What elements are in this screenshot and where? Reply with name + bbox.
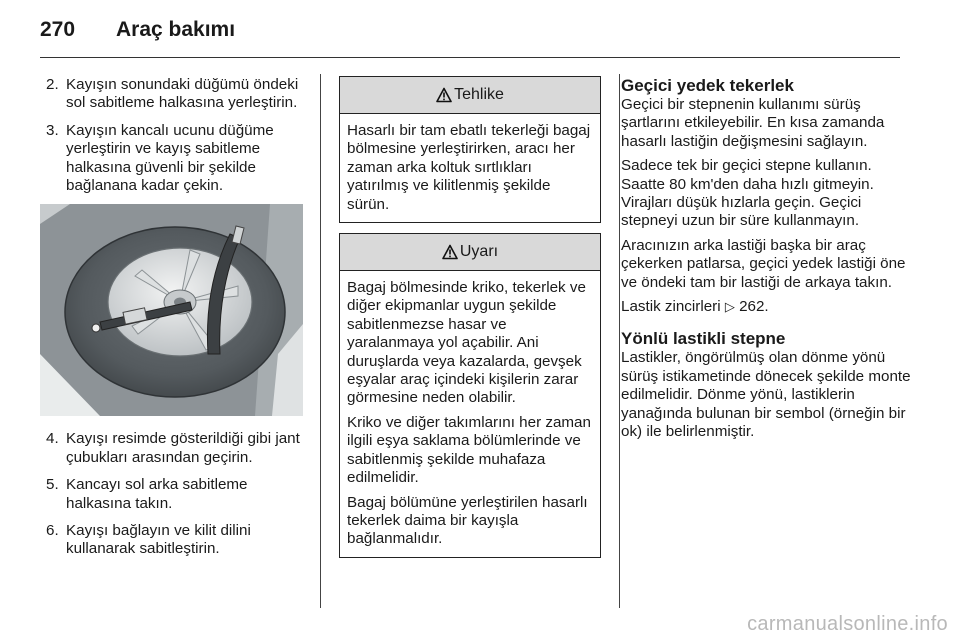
warning-triangle-icon xyxy=(442,244,458,260)
warning-text: Bagaj bölmesinde kriko, tekerlek ve diğer ekipmanlar uygun şekilde sabitlenmezse hasar ve yaralanmaya yol açabilir. Ani duruşlarda veya kazalarda, gevşek eşyalar araç içindeki kişilerin zarar görmesine neden olabilir. xyxy=(347,279,586,407)
danger-box-header xyxy=(340,77,600,114)
column-divider-right xyxy=(619,74,620,608)
cross-reference[interactable] xyxy=(621,298,911,316)
spare-wheel-illustration-graphic xyxy=(40,204,303,416)
warning-box-body xyxy=(340,271,600,557)
list-item: 3. Kayışın kancalı ucunu düğüme yerleştirin ve kayış sabitleme halkasına güvenli bir şekilde bağlanana kadar çekin. xyxy=(46,121,274,195)
danger-heading: Tehlike xyxy=(454,85,504,103)
watermark: carmanualsonline.info xyxy=(747,613,948,635)
danger-text: Hasarlı bir tam ebatlı tekerleği bagaj bölmesine yerleştirirken, aracı her zaman arka koltuk sırtlıkları yatırılmış ve kilitlenmiş şekilde sürün. xyxy=(347,122,591,213)
warning-text: Bagaj bölümüne yerleştirilen hasarlı tekerlek daima bir kayışla bağlanmalıdır. xyxy=(347,493,588,548)
warning-box xyxy=(339,233,601,558)
list-item: 2. Kayışın sonundaki düğümü öndeki sol sabitleme halkasına yerleştirin. xyxy=(46,76,299,112)
section-title: Geçici yedek tekerlek xyxy=(621,76,794,95)
reference-arrow-icon: ▷ xyxy=(724,299,735,315)
right-column xyxy=(621,76,911,448)
steps-list-top xyxy=(40,76,304,195)
page-header xyxy=(40,18,920,58)
danger-box xyxy=(339,76,601,223)
danger-box-body xyxy=(340,114,600,222)
page-number: 270 xyxy=(40,18,76,41)
left-column xyxy=(40,76,304,568)
warning-triangle-icon xyxy=(436,87,452,103)
page-title: Araç bakımı xyxy=(116,18,236,41)
body-paragraph: Sadece tek bir geçici stepne kullanın. Saatte 80 km'den daha hızlı gitmeyin. Virajları düşük hızlarla geçin. Geçici stepneyi uzun bir süre kullanmayın. xyxy=(621,157,874,230)
warning-box-header xyxy=(340,234,600,271)
column-divider-left xyxy=(320,74,321,608)
list-item: 5. Kancayı sol arka sabitleme halkasına takın. xyxy=(46,476,248,512)
list-item: 4. Kayışı resimde gösterildiği gibi jant çubukları arasından geçirin. xyxy=(46,430,300,466)
body-paragraph: Geçici bir stepnenin kullanımı sürüş şartlarını etkileyebilir. En kısa zamanda hasarlı lastiğin değişmesini sağlayın. xyxy=(621,96,885,150)
reference-label: Lastik zincirleri xyxy=(621,298,721,316)
reference-page: 262. xyxy=(739,298,769,316)
steps-list-bottom xyxy=(40,430,304,558)
warning-text: Kriko ve diğer takımlarını her zaman ilgili eşya saklama bölümlerinde ve sabitlenmiş şekilde muhafaza edilmelidir. xyxy=(347,413,591,487)
section-title: Yönlü lastikli stepne xyxy=(621,329,786,349)
warning-heading: Uyarı xyxy=(459,242,499,260)
list-item: 6. Kayışı bağlayın ve kilit dilini kullanarak sabitleştirin. xyxy=(46,522,251,558)
header-rule xyxy=(40,57,900,58)
spare-wheel-illustration xyxy=(40,204,303,416)
body-paragraph: Lastikler, öngörülmüş olan dönme yönü sürüş istikametinde dönecek şekilde monte edilmelidir. Dönme yönü, lastiklerin yanağında bulunan bir sembol (örneğin bir ok) ile belirlenmiştir. xyxy=(621,349,911,441)
middle-column xyxy=(339,76,601,568)
body-paragraph: Aracınızın arka lastiği başka bir araç çekerken patlarsa, geçici yedek lastiği öne ve öndeki tam bir lastiği de arkaya takın. xyxy=(621,236,906,291)
